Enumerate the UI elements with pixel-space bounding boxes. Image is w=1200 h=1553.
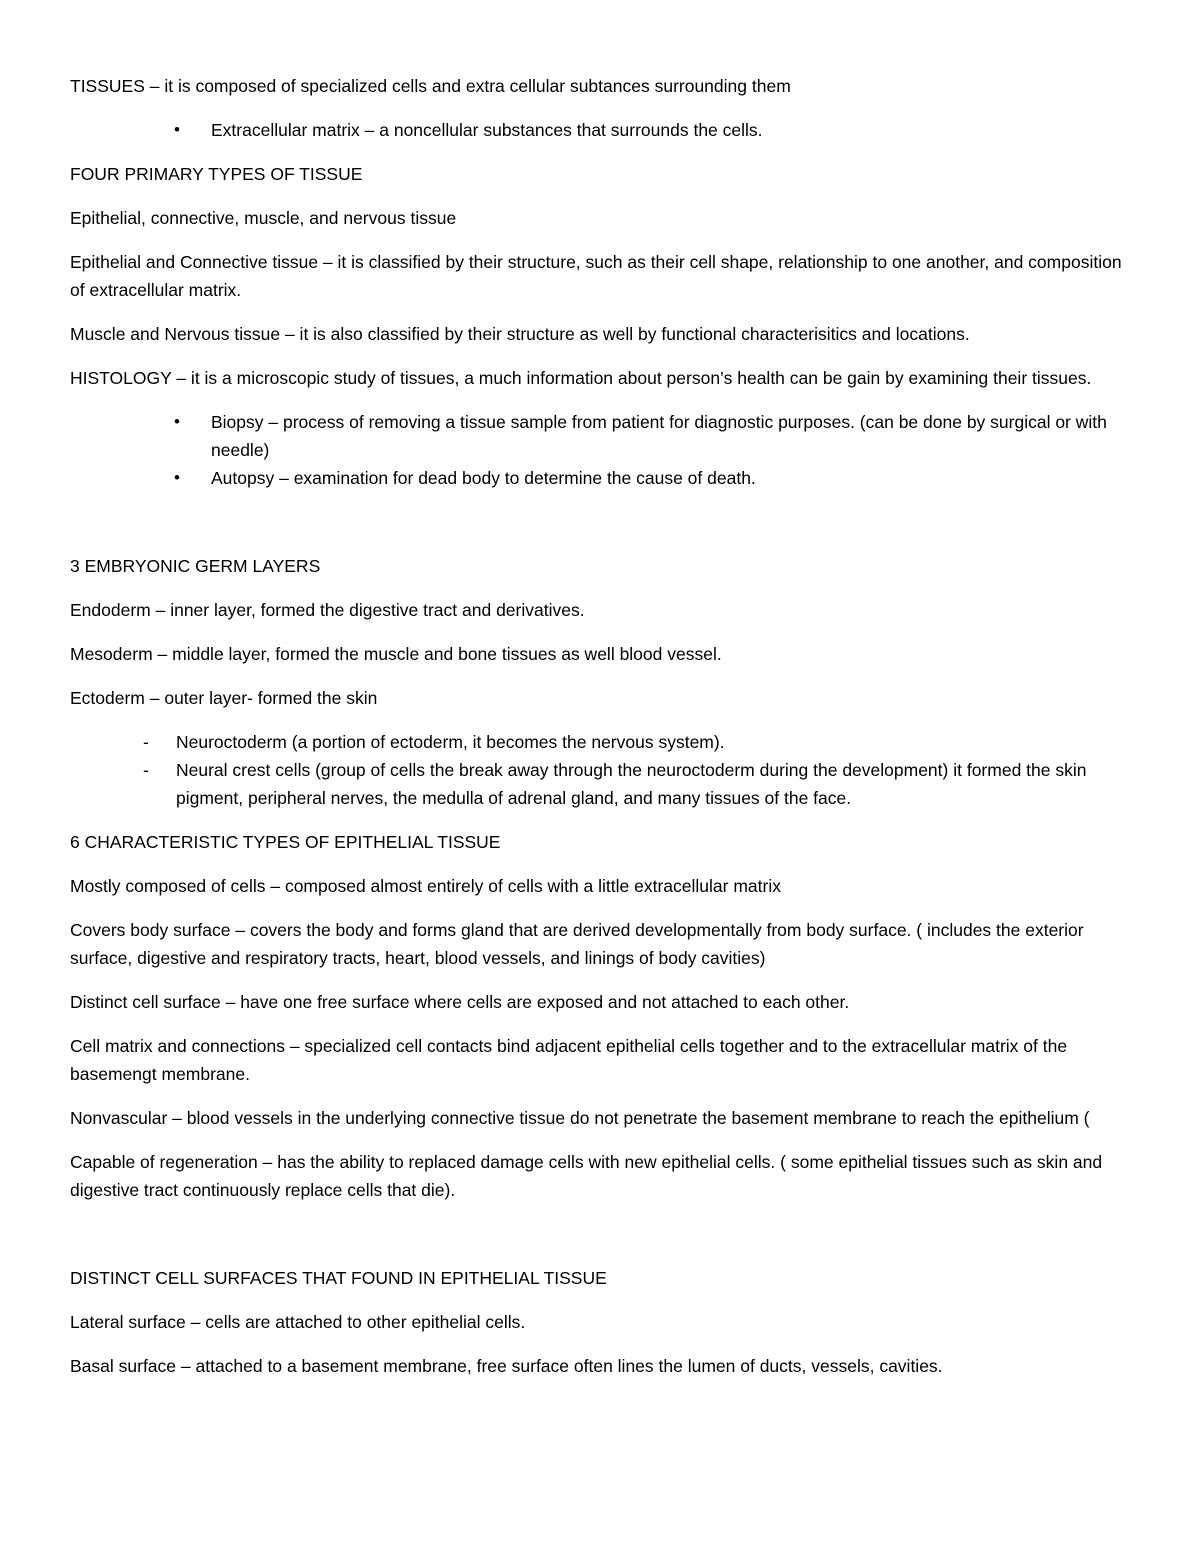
heading-epithelial-types: 6 CHARACTERISTIC TYPES OF EPITHELIAL TISSUE xyxy=(70,832,501,852)
bullet-text: Extracellular matrix – a noncellular substances that surrounds the cells. xyxy=(211,120,763,140)
paragraph-tissue-list: Epithelial, connective, muscle, and nervous tissue xyxy=(70,208,457,228)
heading-cell-surfaces: DISTINCT CELL SURFACES THAT FOUND IN EPITHELIAL TISSUE xyxy=(70,1268,607,1288)
bullet-marker-icon: • xyxy=(174,468,180,487)
dash-item xyxy=(70,756,1140,812)
paragraph-basal-surface: Basal surface – attached to a basement membrane, free surface often lines the lumen of ducts, vessels, cavities. xyxy=(70,1356,943,1376)
bullet-item xyxy=(70,408,1140,464)
paragraph-covers-surface: Covers body surface – covers the body and forms gland that are derived developmentally from body surface. ( includes the exterior surface, digestive and respiratory tracts, heart, blood vessels, and linings of body cavities) xyxy=(70,920,1084,968)
spacer xyxy=(70,508,1140,552)
dash-list-ectoderm xyxy=(70,728,1140,812)
paragraph-ectoderm: Ectoderm – outer layer- formed the skin xyxy=(70,688,378,708)
heading-four-primary-types: FOUR PRIMARY TYPES OF TISSUE xyxy=(70,164,363,184)
dash-text: Neural crest cells (group of cells the break away through the neuroctoderm during the development) it formed the skin pigment, peripheral nerves, the medulla of adrenal gland, and many tissues of the face. xyxy=(176,760,1087,808)
bullet-marker-icon: • xyxy=(174,412,180,431)
bullet-item xyxy=(70,464,1140,492)
paragraph-nonvascular: Nonvascular – blood vessels in the underlying connective tissue do not penetrate the basement membrane to reach the epithelium ( xyxy=(70,1108,1090,1128)
dash-item xyxy=(70,728,1140,756)
dash-marker-icon: - xyxy=(143,732,149,752)
paragraph-tissues: TISSUES – it is composed of specialized cells and extra cellular subtances surrounding them xyxy=(70,76,791,96)
heading-germ-layers: 3 EMBRYONIC GERM LAYERS xyxy=(70,556,321,576)
bullet-text: Biopsy – process of removing a tissue sample from patient for diagnostic purposes. (can be done by surgical or with needle) xyxy=(211,412,1107,460)
bullet-list-histology xyxy=(70,408,1140,492)
dash-marker-icon: - xyxy=(143,760,149,780)
document-page xyxy=(70,72,1140,1396)
paragraph-endoderm: Endoderm – inner layer, formed the digestive tract and derivatives. xyxy=(70,600,585,620)
paragraph-regeneration: Capable of regeneration – has the ability to replaced damage cells with new epithelial cells. ( some epithelial tissues such as skin and digestive tract continuously replace cells that die). xyxy=(70,1152,1103,1200)
bullet-list-matrix xyxy=(70,116,1140,144)
dash-text: Neuroctoderm (a portion of ectoderm, it becomes the nervous system). xyxy=(176,732,725,752)
paragraph-histology: HISTOLOGY – it is a microscopic study of tissues, a much information about person’s health can be gain by examining their tissues. xyxy=(70,368,1092,388)
spacer xyxy=(70,1220,1140,1264)
paragraph-epithelial-connective: Epithelial and Connective tissue – it is classified by their structure, such as their cell shape, relationship to one another, and composition of extracellular matrix. xyxy=(70,252,1122,300)
paragraph-lateral-surface: Lateral surface – cells are attached to other epithelial cells. xyxy=(70,1312,526,1332)
paragraph-distinct-surface: Distinct cell surface – have one free surface where cells are exposed and not attached to each other. xyxy=(70,992,850,1012)
bullet-text: Autopsy – examination for dead body to determine the cause of death. xyxy=(211,468,756,488)
paragraph-muscle-nervous: Muscle and Nervous tissue – it is also classified by their structure as well by functional characterisitics and locations. xyxy=(70,324,970,344)
paragraph-mesoderm: Mesoderm – middle layer, formed the muscle and bone tissues as well blood vessel. xyxy=(70,644,722,664)
paragraph-mostly-cells: Mostly composed of cells – composed almost entirely of cells with a little extracellular matrix xyxy=(70,876,781,896)
bullet-item xyxy=(70,116,1140,144)
paragraph-cell-matrix: Cell matrix and connections – specialized cell contacts bind adjacent epithelial cells together and to the extracellular matrix of the basemengt membrane. xyxy=(70,1036,1068,1084)
bullet-marker-icon: • xyxy=(174,120,180,139)
